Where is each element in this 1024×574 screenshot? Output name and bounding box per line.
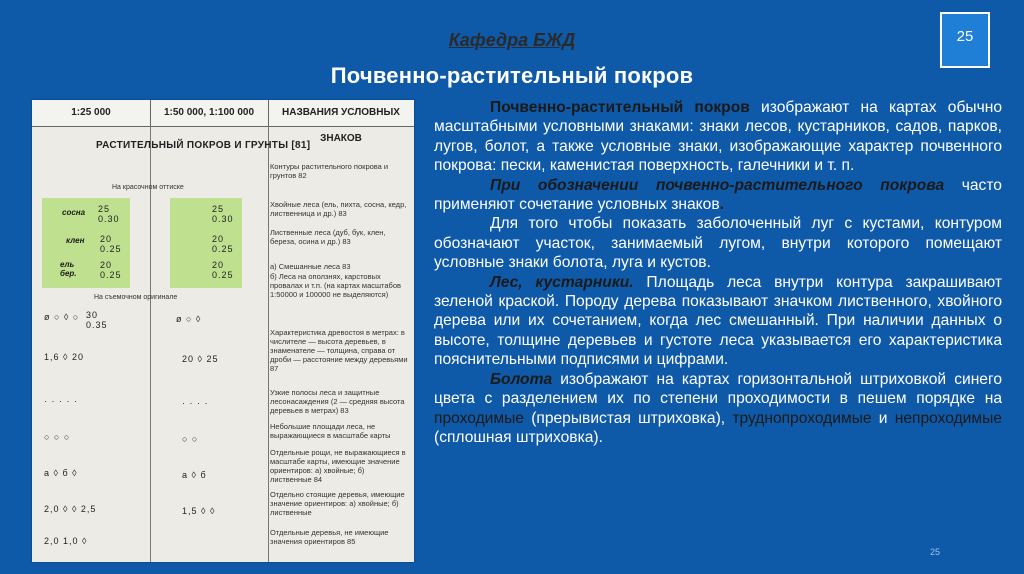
col-scale-50000: 1:50 000, 1:100 000 [150, 100, 269, 126]
tree-symbols: · · · · [182, 398, 209, 408]
tree-symbols: ø ○ ◊ [176, 314, 202, 324]
fraction-symbol: 30 0.35 [86, 310, 108, 330]
term-highlight: проходимые [434, 409, 524, 427]
legend-item: Хвойные леса (ель, пихта, сосна, кедр, лиственница и др.) 83 [270, 200, 407, 218]
paragraph-3: Для того чтобы показать заболоченный луг с кустами, контуром обозначают участок, занимаемый лугом, внутри которого помещают условные знаки болота, луга и кустов. [434, 215, 1002, 272]
paragraph-2 [434, 176, 1002, 215]
slide-number-badge: 25 [940, 12, 990, 68]
legend-item: Отдельные деревья, не имеющие значения ориентиров 85 [270, 528, 389, 546]
legend-item: Отдельно стоящие деревья, имеющие значение ориентиров: а) хвойные; б) лиственные [270, 490, 405, 517]
original-label: На съемочном оригинале [94, 294, 178, 301]
legend-item: Отдельные рощи, не выражающиеся в масштабе карты, имеющие значение ориентиров: а) хвойные; б) лиственные 84 [270, 448, 406, 484]
body-text [434, 98, 1002, 447]
fraction-symbol: 20 0.25 [212, 260, 234, 280]
tree-symbols: ○ ○ [182, 434, 199, 444]
legend-item: Узкие полосы леса и защитные лесонасаждения (2 — средняя высота деревьев в метрах) 83 [270, 388, 405, 415]
fraction-symbol: 20 0.25 [100, 234, 122, 254]
fraction-symbol: 25 0.30 [98, 204, 120, 224]
tree-symbols: ø ○ ◊ ○ [44, 312, 80, 322]
label-pine: сосна [62, 208, 86, 217]
term-highlight: непроходимые [894, 409, 1002, 427]
paragraph-text: . [719, 196, 724, 214]
paragraph-5 [434, 370, 1002, 448]
term-highlight: Лес, кустарники. [490, 273, 634, 291]
legend-item: Контуры растительного покрова и грунтов 82 [270, 162, 389, 180]
legend-table-header [32, 100, 414, 144]
tree-symbols: 1,6 ◊ 20 [44, 352, 84, 362]
legend-item: а) Смешанные леса 83 [270, 262, 351, 271]
legend-item: Лиственные леса (дуб, бук, клен, береза, осина и др.) 83 [270, 228, 386, 246]
label-spruce-birch: ель бер. [60, 260, 77, 278]
term-highlight: Болота [490, 370, 553, 388]
tree-symbols: а ◊ б ◊ [44, 468, 78, 478]
page-title: Почвенно-растительный покров [330, 63, 694, 88]
legend-item: б) Леса на оползнях, карстовых провалах и т.п. (на картах масштабов 1:50000 и 100000 не выделяются) [270, 272, 401, 299]
paragraph-1 [434, 98, 1002, 176]
tree-symbols: 20 ◊ 25 [182, 354, 219, 364]
tree-symbols: · · · · · [44, 396, 78, 406]
paragraph-text: часто применяют сочетание условных знаков [434, 176, 1002, 214]
tree-symbols: а ◊ б [182, 470, 207, 480]
fraction-symbol: 25 0.30 [212, 204, 234, 224]
legend-item: Характеристика древостоя в метрах: в числителе — высота деревьев, в знаменателе — толщина, справа от дроби — расстояние между деревьями 87 [270, 328, 408, 373]
page-number: 25 [930, 547, 941, 557]
paragraph-text: (прерывистая штриховка), [523, 409, 733, 427]
term-highlight: труднопроходимые [732, 409, 872, 427]
section-heading: РАСТИТЕЛЬНЫЙ ПОКРОВ И ГРУНТЫ [81] [96, 140, 311, 151]
paragraph-4 [434, 273, 1002, 370]
fraction-symbol: 20 0.25 [100, 260, 122, 280]
tree-symbols: 2,0 ◊ ◊ 2,5 [44, 504, 97, 514]
tree-symbols: ○ ○ ○ [44, 432, 71, 442]
paragraph-text: (сплошная штриховка). [434, 428, 603, 446]
fraction-symbol: 20 0.25 [212, 234, 234, 254]
term-highlight: При обозначении [490, 176, 656, 194]
label-maple: клен [66, 236, 85, 245]
paragraph-text: Площадь леса внутри контура закрашивают зеленой краской. Породу дерева показывают значком лиственного, хвойного дерева или их сочетанием, когда лес смешанный. При наличии данных о высоте, толщине деревьев и густоте леса указывается его характеристика пояснительными подписями и цифрами. [434, 273, 1002, 369]
paragraph-text: изображают на картах обычно масштабными условными знаками: знаки лесов, кустарников, садов, парков, лугов, болот, а также условные знаки, изображающие характер почвенного покрова: пески, каменистая поверхность, галечники и т. п. [434, 99, 1002, 175]
paragraph-text: изображают на картах горизонтальной штриховкой синего цвета с разделением их по степени проходимости в пешем порядке на [434, 370, 1002, 408]
tree-symbols: 1,5 ◊ ◊ [182, 506, 216, 516]
term-highlight: Почвенно-растительный покров [490, 99, 750, 116]
department-title: Кафедра БЖД [448, 30, 576, 50]
tree-symbols: 2,0 1,0 ◊ [44, 536, 88, 546]
legend-item: Небольшие площади леса, не выражающиеся в масштабе карты [270, 422, 391, 440]
col-scale-25000: 1:25 000 [32, 100, 151, 126]
color-print-label: На красочном оттиске [112, 184, 184, 191]
paragraph-text: и [871, 409, 895, 427]
legend-table-image [32, 100, 414, 562]
term-highlight: почвенно-растительного покрова [655, 176, 945, 194]
col-names: НАЗВАНИЯ УСЛОВНЫХ ЗНАКОВ [282, 107, 400, 144]
